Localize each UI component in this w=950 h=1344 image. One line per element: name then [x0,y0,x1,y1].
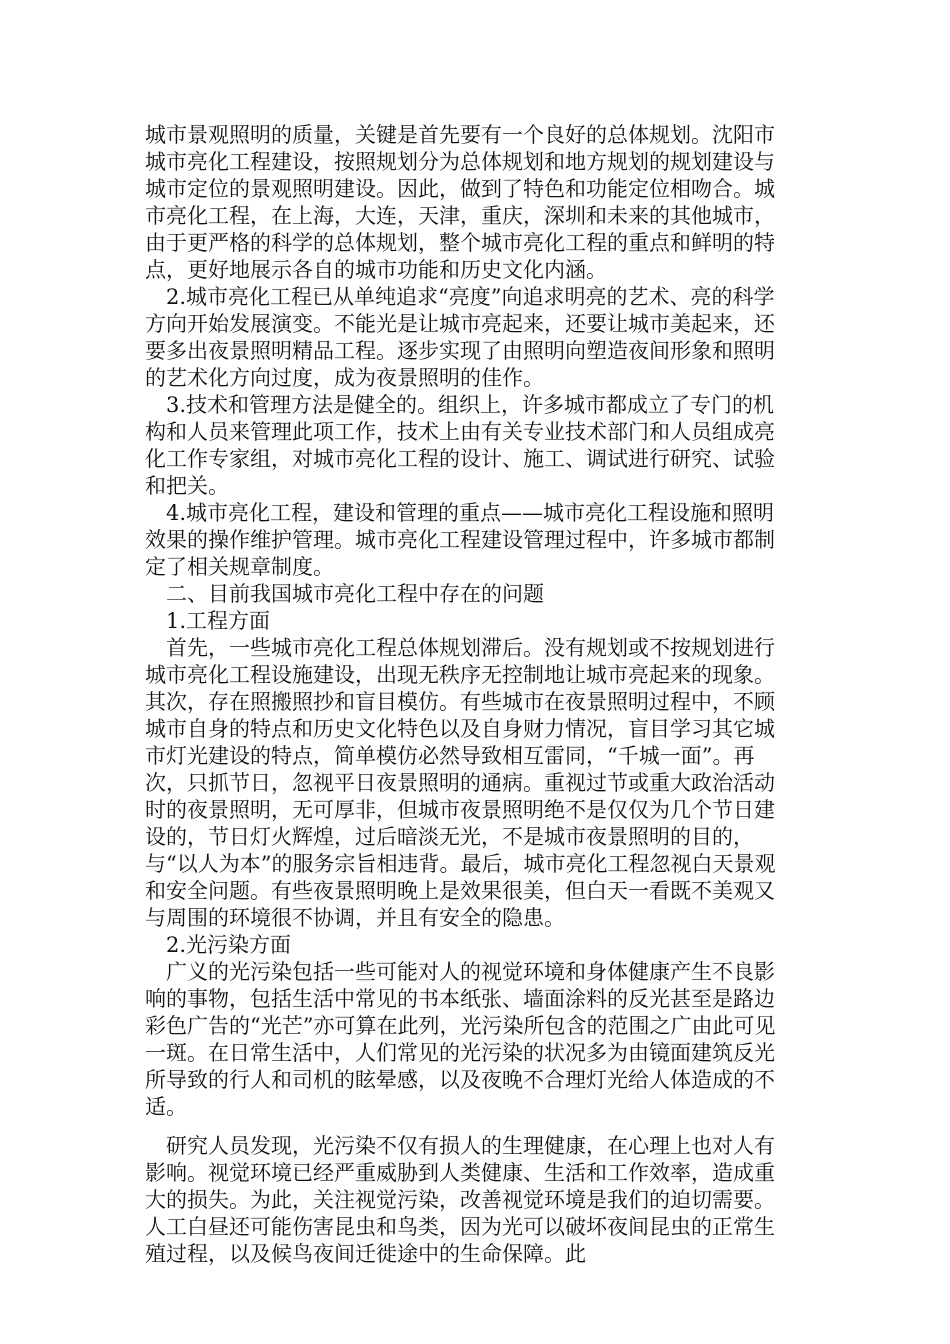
document-body [145,122,785,1268]
paragraph-planning-intro: 城市景观照明的质量，关键是首先要有一个良好的总体规划。沈阳市城市亮化工程建设，按照规划分为总体规划和地方规划的规划建设与城市定位的景观照明建设。因此，做到了特色和功能定位相吻合。城市亮化工程，在上海，大连，天津，重庆，深圳和未来的其他城市，由于更严格的科学的总体规划，整个城市亮化工程的重点和鲜明的特点，更好地展示各自的城市功能和历史文化内涵。 [145,123,775,282]
paragraph-light-pollution-definition: 广义的光污染包括一些可能对人的视觉环境和身体健康产生不良影响的事物，包括生活中常见的书本纸张、墙面涂料的反光甚至是路边彩色广告的“光芒”亦可算在此列，光污染所包含的范围之广由此可见一斑。在日常生活中，人们常见的光污染的状况多为由镜面建筑反光所导致的行人和司机的眩晕感，以及夜晚不合理灯光给人体造成的不适。 [145,960,776,1119]
paragraph-point-3: 3.技术和管理方法是健全的。组织上，许多城市都成立了专门的机构和人员来管理此项工作，技术上由有关专业技术部门和人员组成亮化工作专家组，对城市亮化工程的设计、施工、调试进行研究、试验和把关。 [145,393,775,498]
paragraph-light-pollution-research: 研究人员发现，光污染不仅有损人的生理健康，在心理上也对人有影响。视觉环境已经严重威胁到人类健康、生活和工作效率，造成重大的损失。为此，关注视觉污染，改善视觉环境是我们的迫切需要。人工白昼还可能伤害昆虫和鸟类，因为光可以破坏夜间昆虫的正常生殖过程，以及候鸟夜间迁徙途中的生命保障。此 [145,1134,775,1266]
subheading-engineering: 1.工程方面 [166,609,271,633]
paragraph-point-4: 4.城市亮化工程，建设和管理的重点——城市亮化工程设施和照明效果的操作维护管理。城市亮化工程建设管理过程中，许多城市都制定了相关规章制度。 [145,501,775,579]
paragraph-engineering-issues: 首先，一些城市亮化工程总体规划滞后。没有规划或不按规划进行城市亮化工程设施建设，出现无秩序无控制地让城市亮起来的现象。其次，存在照搬照抄和盲目模仿。有些城市在夜景照明过程中，不顾城市自身的特点和历史文化特色以及自身财力情况，盲目学习其它城市灯光建设的特点，简单模仿必然导致相互雷同，“千城一面”。再次，只抓节日，忽视平日夜景照明的通病。重视过节或重大政治活动时的夜景照明，无可厚非，但城市夜景照明绝不是仅仅为几个节日建设的，节日灯火辉煌，过后暗淡无光，不是城市夜景照明的目的，与“以人为本”的服务宗旨相违背。最后，城市亮化工程忽视白天景观和安全问题。有些夜景照明晚上是效果很美，但白天一看既不美观又与周围的环境很不协调，并且有安全的隐患。 [145,636,776,930]
paragraph-point-2: 2.城市亮化工程已从单纯追求“亮度”向追求明亮的艺术、亮的科学方向开始发展演变。不能光是让城市亮起来，还要让城市美起来，还要多出夜景照明精品工程。逐步实现了由照明向塑造夜间形象和照明的艺术化方向过度，成为夜景照明的佳作。 [145,285,775,390]
subheading-light-pollution: 2.光污染方面 [166,933,292,957]
section-heading-problems: 二、目前我国城市亮化工程中存在的问题 [166,582,544,606]
